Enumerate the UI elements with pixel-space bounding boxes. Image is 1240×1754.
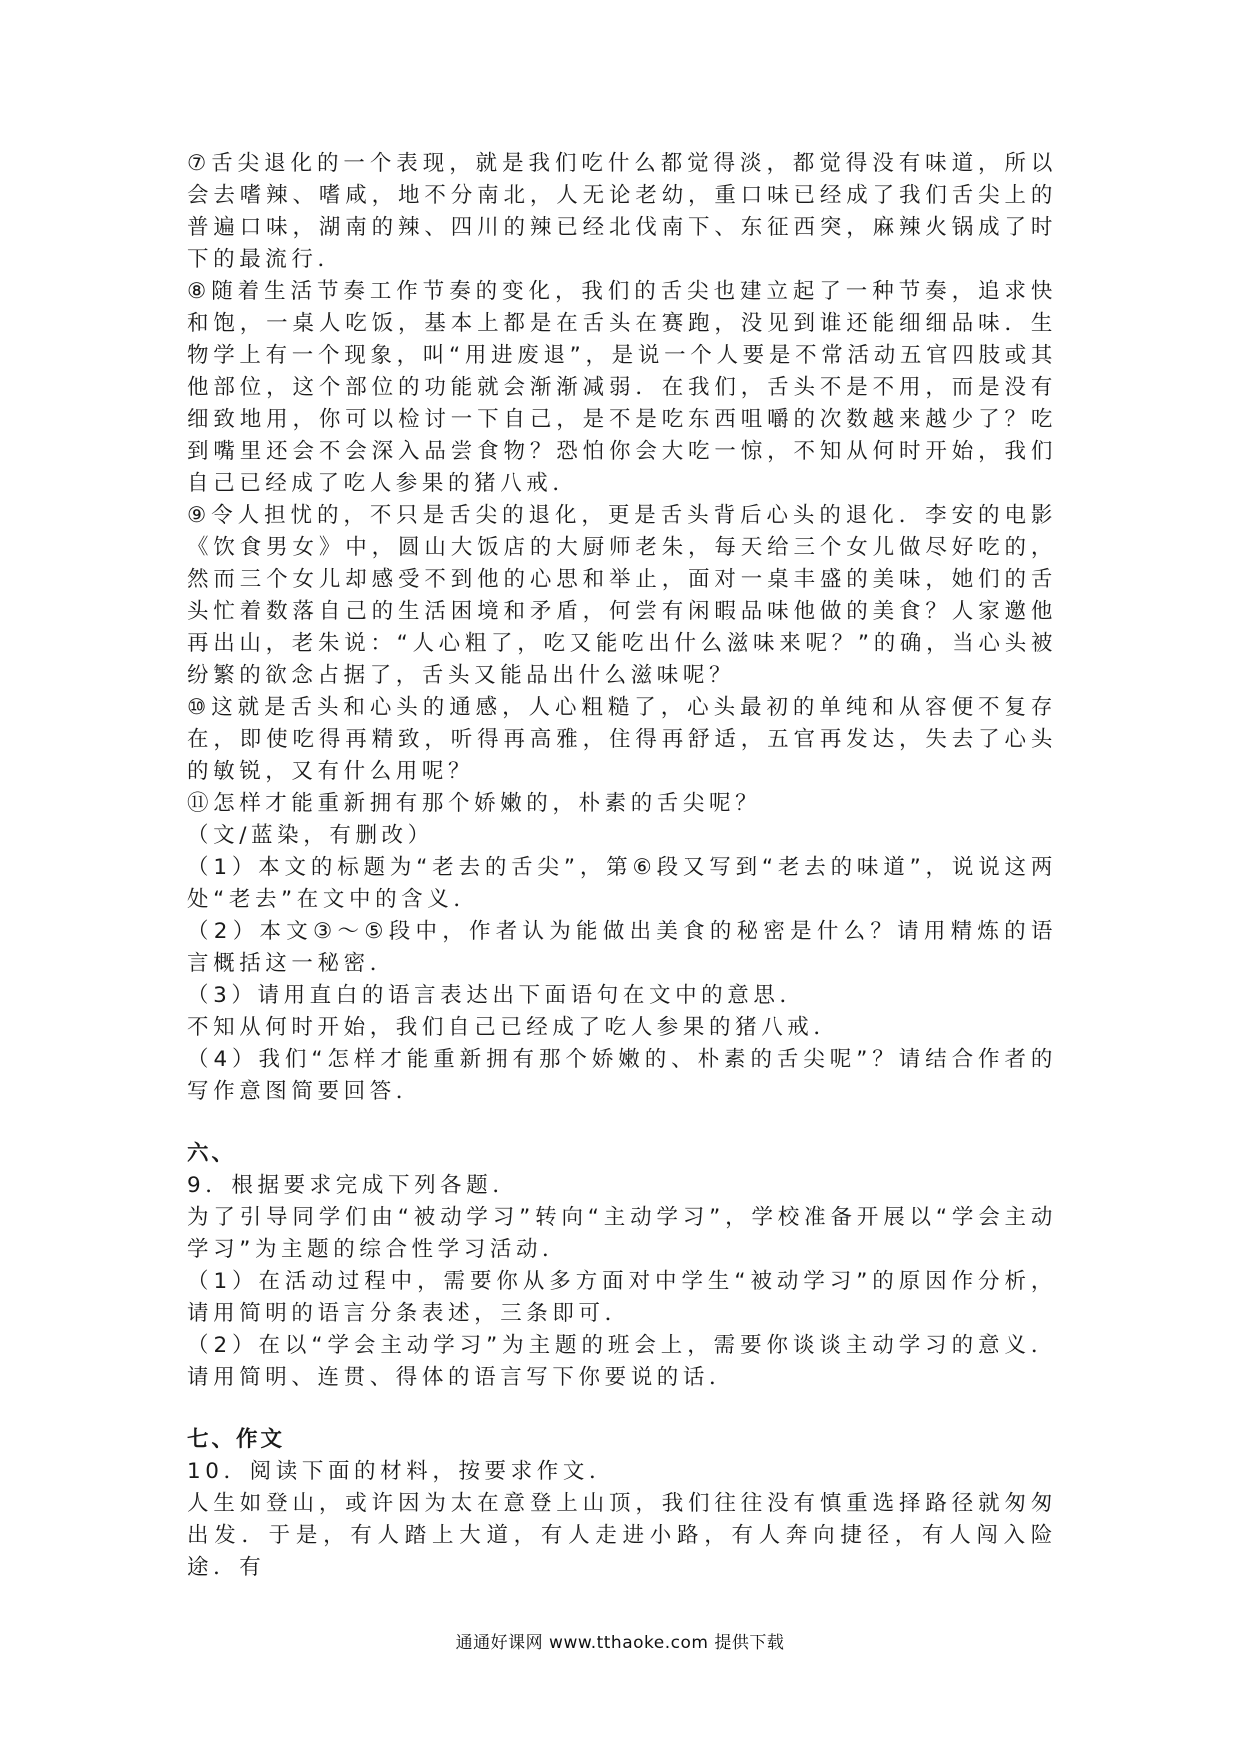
section-7-heading: 七、作文 (187, 1427, 286, 1452)
question-9-title: 9．根据要求完成下列各题． (187, 1173, 519, 1198)
question-9-1: （1）在活动过程中，需要你从多方面对中学生“被动学习”的原因作分析，请用简明的语言分条表述，三条即可． (187, 1269, 1057, 1326)
paragraph-10: ⑩这就是舌头和心头的通感，人心粗糙了，心头最初的单纯和从容便不复存在，即使吃得再精致，听得再高雅，住得再舒适，五官再发达，失去了心头的敏锐，又有什么用呢？ (187, 695, 1057, 784)
page-footer: 通通好课网 www.tthaoke.com 提供下载 (455, 1633, 785, 1653)
question-9-intro: 为了引导同学们由“被动学习”转向“主动学习”，学校准备开展以“学会主动学习”为主题的综合性学习活动． (187, 1205, 1057, 1262)
paragraph-11: ⑪怎样才能重新拥有那个娇嫩的，朴素的舌尖呢？ (187, 791, 762, 816)
question-8-2: （2）本文③～⑤段中，作者认为能做出美食的秘密是什么？请用精炼的语言概括这一秘密． (187, 919, 1057, 976)
essay-material: 人生如登山，或许因为太在意登上山顶，我们往往没有慎重选择路径就匆匆出发．于是，有人踏上大道，有人走进小路，有人奔向捷径，有人闯入险途．有 (187, 1491, 1057, 1580)
paragraph-8: ⑧随着生活节奏工作节奏的变化，我们的舌尖也建立起了一种节奏，追求快和饱，一桌人吃饭，基本上都是在舌头在赛跑，没见到谁还能细细品味．生物学上有一个现象，叫“用进废退”，是说一个人要是不常活动五官四肢或其他部位，这个部位的功能就会渐渐减弱．在我们，舌头不是不用，而是没有细致地用，你可以检讨一下自己，是不是吃东西咀嚼的次数越来越少了？吃到嘴里还会不会深入品尝食物？恐怕你会大吃一惊，不知从何时开始，我们自己已经成了吃人参果的猪八戒． (187, 279, 1057, 496)
question-8-3-sentence: 不知从何时开始，我们自己已经成了吃人参果的猪八戒． (187, 1015, 840, 1040)
passage-source: （文/蓝染，有删改） (187, 823, 434, 848)
question-10-title: 10．阅读下面的材料，按要求作文． (187, 1459, 616, 1484)
question-9-2: （2）在以“学会主动学习”为主题的班会上，需要你谈谈主动学习的意义．请用简明、连贯、得体的语言写下你要说的话． (187, 1333, 1057, 1390)
question-8-1: （1）本文的标题为“老去的舌尖”，第⑥段又写到“老去的味道”，说说这两处“老去”在文中的含义． (187, 855, 1057, 912)
question-8-4: （4）我们“怎样才能重新拥有那个娇嫩的、朴素的舌尖呢”？请结合作者的写作意图简要回答． (187, 1047, 1057, 1104)
document-body (187, 148, 1057, 1584)
paragraph-9: ⑨令人担忧的，不只是舌尖的退化，更是舌头背后心头的退化．李安的电影《饮食男女》中，圆山大饭店的大厨师老朱，每天给三个女儿做尽好吃的，然而三个女儿却感受不到他的心思和举止，面对一桌丰盛的美味，她们的舌头忙着数落自己的生活困境和矛盾，何尝有闲暇品味他做的美食？人家邀他再出山，老朱说：“人心粗了，吃又能吃出什么滋味来呢？”的确，当心头被纷繁的欲念占据了，舌头又能品出什么滋味呢？ (187, 503, 1057, 688)
question-8-3: （3）请用直白的语言表达出下面语句在文中的意思． (187, 983, 806, 1008)
section-6-heading: 六、 (187, 1141, 237, 1166)
paragraph-7: ⑦舌尖退化的一个表现，就是我们吃什么都觉得淡，都觉得没有味道，所以会去嗜辣、嗜咸，地不分南北，人无论老幼，重口味已经成了我们舌尖上的普遍口味，湖南的辣、四川的辣已经北伐南下、东征西突，麻辣火锅成了时下的最流行． (187, 151, 1057, 272)
